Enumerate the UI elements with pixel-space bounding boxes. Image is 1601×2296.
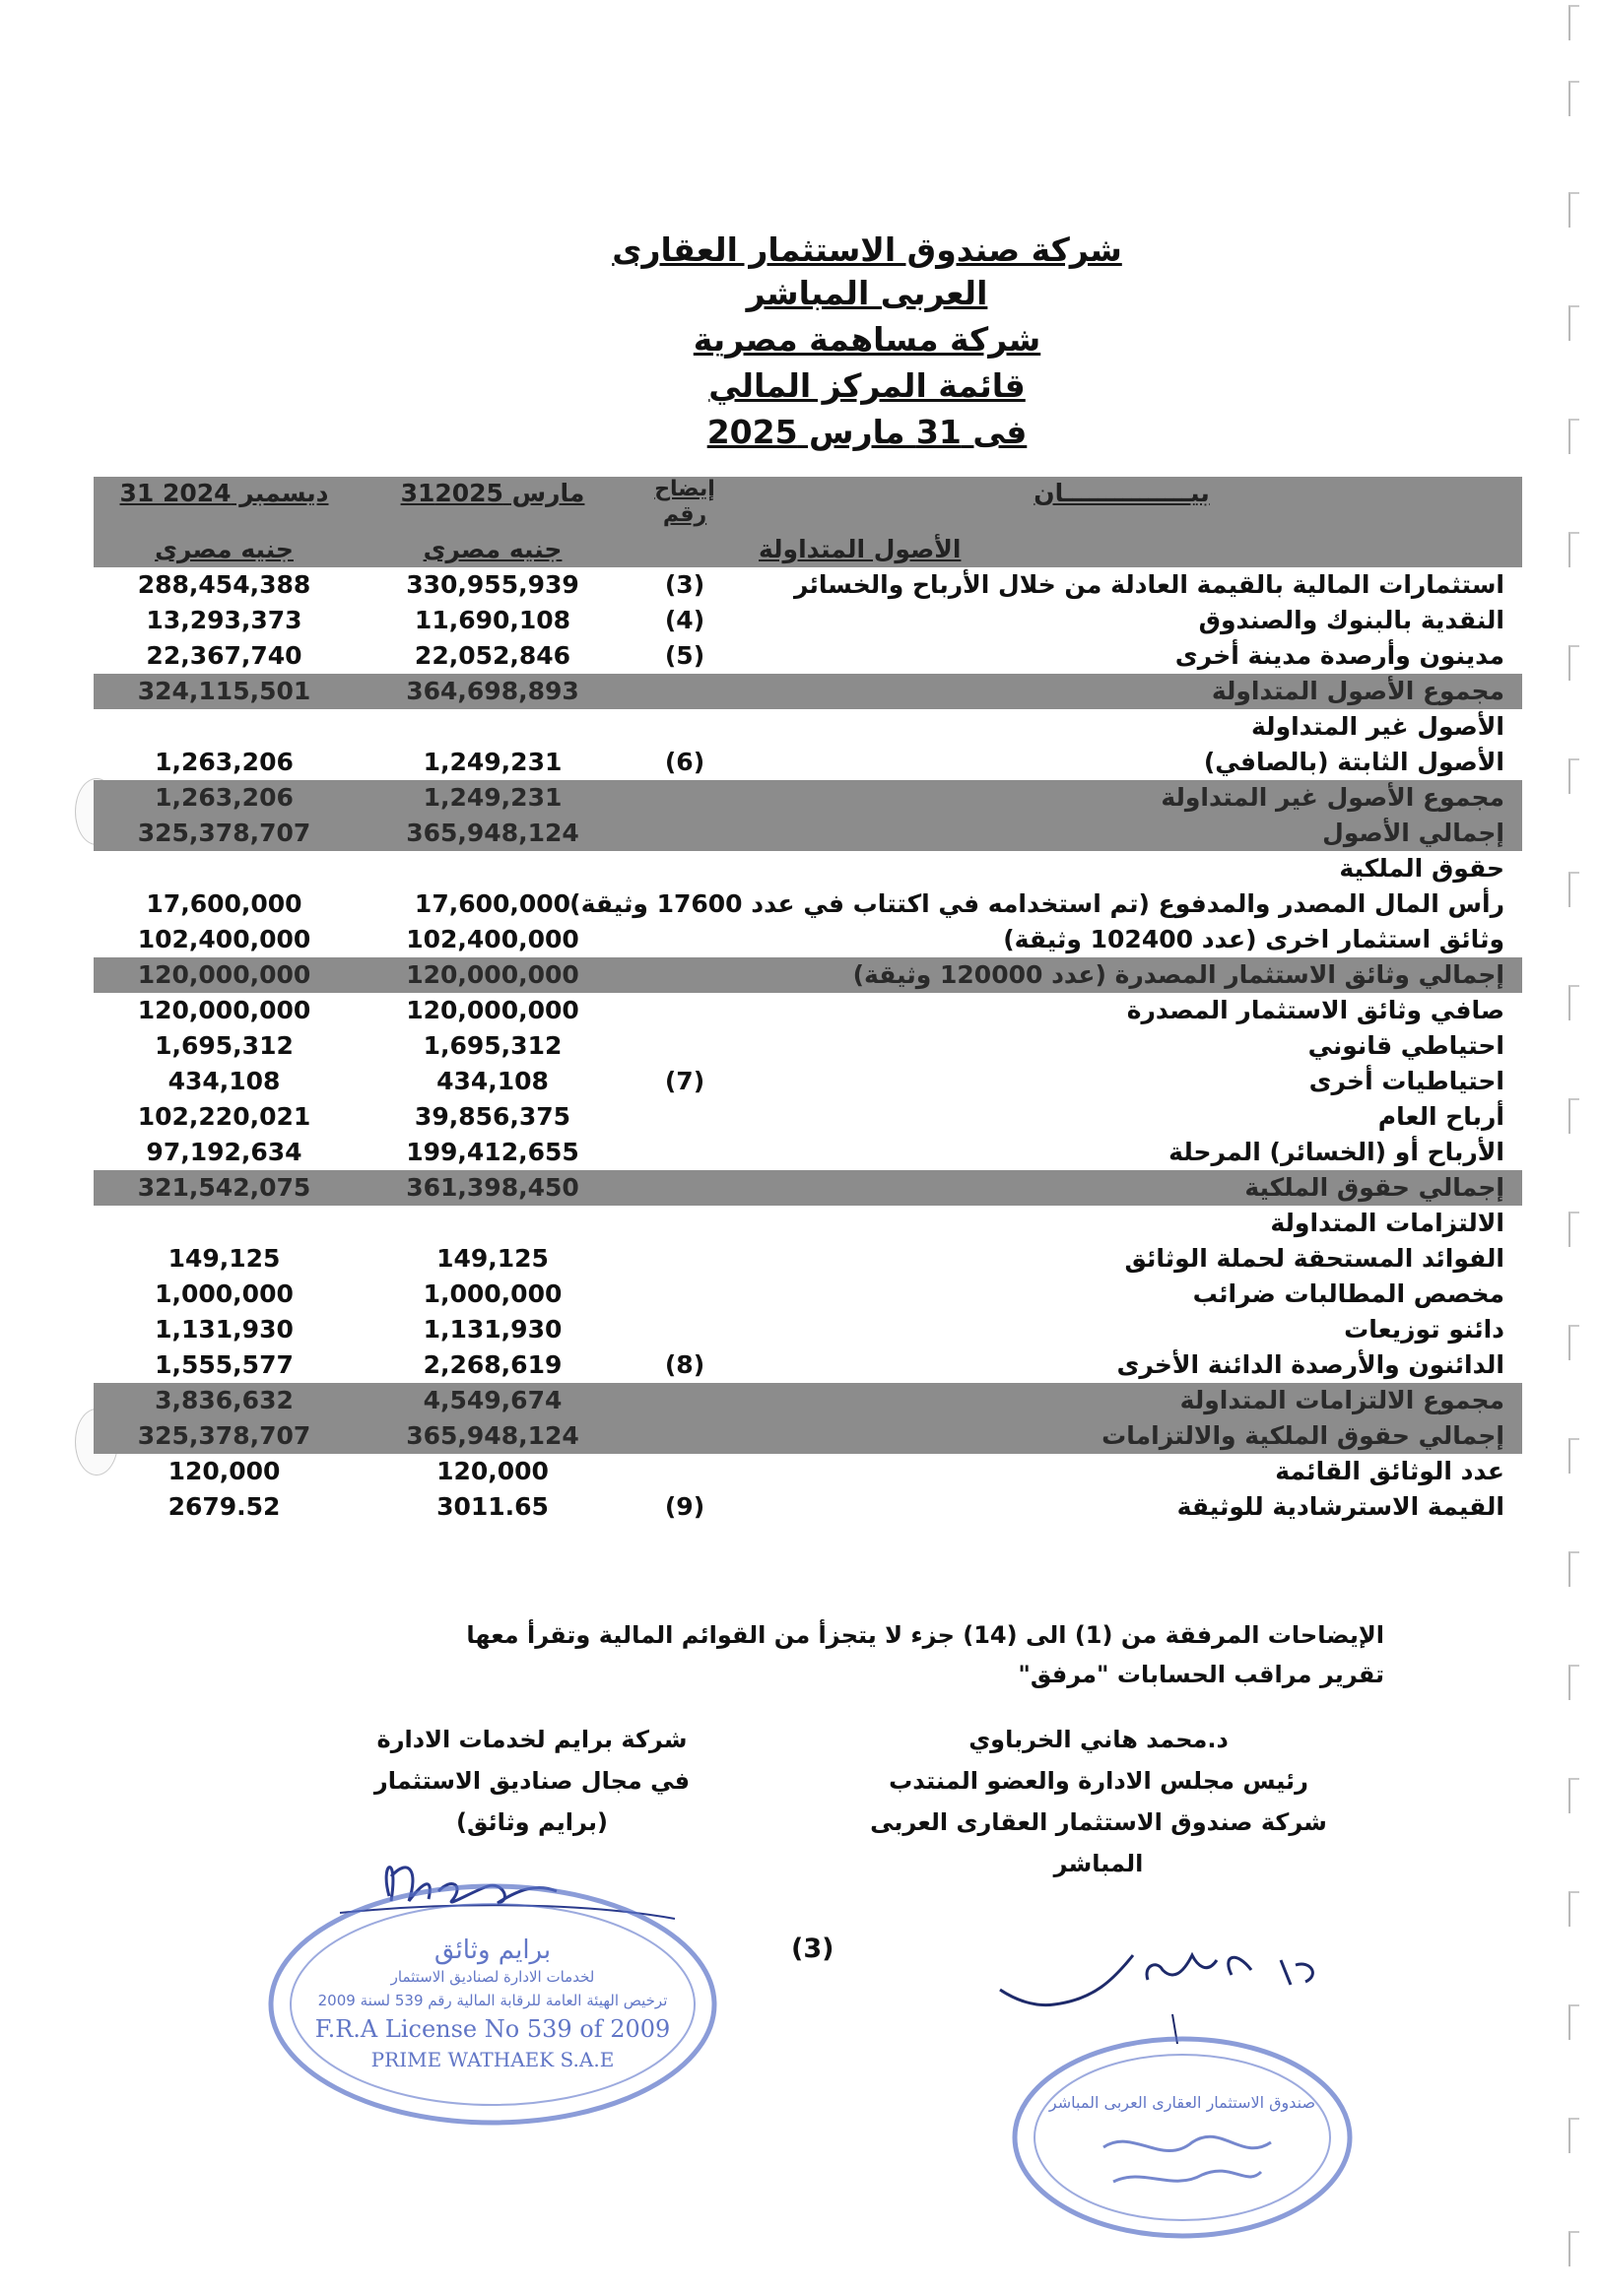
table-row <box>94 1241 1522 1277</box>
row-previous-value: 1,695,312 <box>155 1031 294 1060</box>
row-previous-value: 149,125 <box>167 1244 281 1273</box>
row-label: حقوق الملكية <box>1339 854 1504 883</box>
row-label: دائنو توزيعات <box>1344 1315 1504 1344</box>
binder-mark <box>1568 1551 1579 1587</box>
row-previous-value: 321,542,075 <box>94 1170 355 1206</box>
row-label: صافي وثائق الاستثمار المصدرة <box>1126 996 1504 1024</box>
row-note <box>631 709 739 745</box>
row-previous-value: 120,000,000 <box>94 957 355 993</box>
binder-mark <box>1568 1665 1579 1700</box>
row-current-value: 3011.65 <box>436 1492 549 1521</box>
table-row <box>94 1347 1522 1383</box>
row-note: (4) <box>664 606 705 634</box>
manager-line-1: شركة برايم لخدمات الادارة <box>376 1726 688 1753</box>
binder-mark <box>1568 1891 1579 1927</box>
row-previous-value: 1,555,577 <box>155 1350 294 1379</box>
row-current-value <box>355 709 631 745</box>
row-previous-value: 3,836,632 <box>94 1383 355 1418</box>
table-row <box>94 922 1522 957</box>
row-current-value: 330,955,939 <box>406 570 579 599</box>
row-previous-value: 17,600,000 <box>146 889 302 918</box>
row-note <box>631 851 739 886</box>
row-previous-value: 97,192,634 <box>146 1138 302 1166</box>
company-type: شركة مساهمة مصرية <box>693 320 1041 359</box>
row-current-value: 1,000,000 <box>423 1279 563 1308</box>
row-note <box>631 1383 739 1418</box>
row-label: مجموع الأصول غير المتداولة <box>739 780 1522 816</box>
statement-title: قائمة المركز المالي <box>708 366 1026 405</box>
row-previous-value: 120,000 <box>167 1457 281 1485</box>
stamp-line-ar3: ترخيص الهيئة العامة للرقابة المالية رقم 539 لسنة 2009 <box>317 1992 668 2009</box>
stamp-license: F.R.A License No 539 of 2009 <box>314 2015 671 2043</box>
notes-line-1: الإيضاحات المرفقة من (1) الى (14) جزء لا يتجزأ من القوائم المالية وتقرأ معها <box>466 1621 1384 1649</box>
row-current-value: 17,600,000 <box>414 889 571 918</box>
row-current-value <box>355 851 631 886</box>
row-note <box>631 922 739 957</box>
row-current-value: 1,249,231 <box>423 748 563 776</box>
row-note: (6) <box>664 748 705 776</box>
row-label: الأرباح أو (الخسائر) المرحلة <box>1168 1138 1504 1166</box>
binder-mark <box>1568 1778 1579 1813</box>
table-row <box>94 1028 1522 1064</box>
row-note <box>631 1312 739 1347</box>
row-note: (5) <box>664 641 705 670</box>
company-name: شركة صندوق الاستثمار العقارى العربى المباشر <box>612 230 1122 312</box>
table-row <box>94 851 1522 886</box>
table-total-row <box>94 1383 1522 1418</box>
row-previous-value: 325,378,707 <box>94 816 355 851</box>
row-note <box>631 674 739 709</box>
row-label: استثمارات المالية بالقيمة العادلة من خلال الأرباح والخسائر <box>793 570 1504 599</box>
row-label: مدينون وأرصدة مدينة أخرى <box>1174 641 1504 670</box>
row-label: النقدية بالبنوك والصندوق <box>1198 606 1504 634</box>
row-current-value: 22,052,846 <box>414 641 571 670</box>
manager-line-2: في مجال صناديق الاستثمار <box>373 1767 691 1795</box>
row-note <box>631 993 739 1028</box>
row-current-value <box>355 1206 631 1241</box>
row-current-value: 434,108 <box>436 1067 549 1095</box>
row-current-value: 1,695,312 <box>423 1031 563 1060</box>
binder-mark <box>1568 419 1579 454</box>
row-note <box>631 1028 739 1064</box>
row-note <box>631 1277 739 1312</box>
row-note <box>631 1135 739 1170</box>
column-header-current: 31مارس 2025 <box>355 477 631 532</box>
row-current-value: 11,690,108 <box>414 606 571 634</box>
table-row <box>94 886 1522 922</box>
binder-edge <box>1566 0 1579 2296</box>
row-previous-value: 102,400,000 <box>137 925 311 953</box>
row-label: مخصص المطالبات ضرائب <box>1192 1279 1504 1308</box>
row-current-value: 39,856,375 <box>414 1102 571 1131</box>
row-note <box>631 1099 739 1135</box>
statement-date: فى 31 مارس 2025 <box>706 413 1028 451</box>
row-note <box>631 816 739 851</box>
row-label: الأصول الثابتة (بالصافي) <box>1203 748 1504 776</box>
binder-mark <box>1568 872 1579 907</box>
row-current-value: 4,549,674 <box>355 1383 631 1418</box>
binder-mark <box>1568 305 1579 341</box>
chairman-signatory <box>823 1719 1374 1884</box>
manager-line-3: (برايم وثائق) <box>456 1808 608 1836</box>
empty-cell <box>631 532 739 567</box>
table-row <box>94 709 1522 745</box>
row-note: (8) <box>664 1350 705 1379</box>
row-label: مجموع الالتزامات المتداولة <box>739 1383 1522 1418</box>
row-previous-value: 1,131,930 <box>155 1315 294 1344</box>
row-label: مجموع الأصول المتداولة <box>739 674 1522 709</box>
row-previous-value: 22,367,740 <box>146 641 302 670</box>
row-note: (9) <box>664 1492 705 1521</box>
row-note <box>631 1170 739 1206</box>
fund-stamp <box>995 1921 1369 2246</box>
manager-signatory <box>355 1719 709 1843</box>
row-previous-value <box>94 1206 355 1241</box>
binder-mark <box>1568 985 1579 1020</box>
table-row <box>94 745 1522 780</box>
notes-line-2: تقرير مراقب الحسابات "مرفق" <box>1018 1661 1384 1688</box>
table-row <box>94 993 1522 1028</box>
binder-mark <box>1568 758 1579 794</box>
row-note <box>631 957 739 993</box>
row-current-value: 199,412,655 <box>406 1138 579 1166</box>
stamp-company-en: PRIME WATHAEK S.A.E <box>370 2048 615 2071</box>
binder-mark <box>1568 2118 1579 2153</box>
row-previous-value: 324,115,501 <box>94 674 355 709</box>
table-row <box>94 1099 1522 1135</box>
binder-mark <box>1568 1098 1579 1134</box>
table-row <box>94 603 1522 638</box>
stamp-line-ar2: لخدمات الادارة لصناديق الاستثمار <box>390 1968 595 1986</box>
row-current-value: 120,000 <box>436 1457 549 1485</box>
row-previous-value: 102,220,021 <box>137 1102 311 1131</box>
row-previous-value: 13,293,373 <box>146 606 302 634</box>
section-current-assets: الأصول المتداولة <box>739 532 1522 567</box>
row-label: الدائنون والأرصدة الدائنة الأخرى <box>1116 1350 1504 1379</box>
row-note <box>631 780 739 816</box>
row-label: رأس المال المصدر والمدفوع (تم استخدامه في اكتتاب في عدد 17600 وثيقة) <box>569 889 1504 918</box>
row-current-value: 149,125 <box>436 1244 549 1273</box>
row-label: إجمالي حقوق الملكية والالتزامات <box>739 1418 1522 1454</box>
binder-mark <box>1568 2004 1579 2040</box>
row-note <box>631 1206 739 1241</box>
row-note: (7) <box>664 1067 705 1095</box>
row-current-value: 102,400,000 <box>406 925 579 953</box>
row-label: احتياطي قانوني <box>1307 1031 1504 1060</box>
notes-reference <box>466 1615 1384 1694</box>
table-subheader-row <box>94 532 1522 567</box>
row-label: عدد الوثائق القائمة <box>1275 1457 1504 1485</box>
prime-wathaek-stamp <box>261 1842 724 2137</box>
binder-mark <box>1568 81 1579 116</box>
binder-mark <box>1568 2231 1579 2266</box>
row-current-value: 120,000,000 <box>355 957 631 993</box>
binder-mark <box>1568 1325 1579 1360</box>
row-label: إجمالي الأصول <box>739 816 1522 851</box>
table-total-row <box>94 1418 1522 1454</box>
column-header-previous: 31 ديسمبر 2024 <box>94 477 355 532</box>
binder-mark <box>1568 1438 1579 1474</box>
binder-mark <box>1568 645 1579 681</box>
row-label: احتياطيات أخرى <box>1308 1067 1504 1095</box>
column-header-label: بيـــــــــــــــان <box>739 477 1522 532</box>
row-label: إجمالي وثائق الاستثمار المصدرة (عدد 120000 وثيقة) <box>739 957 1522 993</box>
row-label: وثائق استثمار اخرى (عدد 102400 وثيقة) <box>1003 925 1504 953</box>
row-current-value: 361,398,450 <box>355 1170 631 1206</box>
row-current-value: 2,268,619 <box>423 1350 563 1379</box>
binder-mark <box>1568 1212 1579 1247</box>
row-label: إجمالي حقوق الملكية <box>739 1170 1522 1206</box>
row-current-value: 1,131,930 <box>423 1315 563 1344</box>
row-note: (3) <box>664 570 705 599</box>
row-note <box>631 1241 739 1277</box>
binder-mark <box>1568 5 1579 40</box>
row-previous-value: 2679.52 <box>167 1492 281 1521</box>
table-row <box>94 1277 1522 1312</box>
row-previous-value: 120,000,000 <box>137 996 311 1024</box>
column-header-note: إيضاح رقم <box>631 477 739 532</box>
row-note <box>631 1454 739 1489</box>
table-total-row <box>94 780 1522 816</box>
table-row <box>94 1312 1522 1347</box>
currency-previous: جنيه مصرى <box>94 532 355 567</box>
row-previous-value <box>94 851 355 886</box>
row-label: الأصول غير المتداولة <box>1251 712 1504 741</box>
table-total-row <box>94 957 1522 993</box>
chairman-title: رئيس مجلس الادارة والعضو المنتدب <box>889 1767 1308 1795</box>
table-row <box>94 1064 1522 1099</box>
row-previous-value: 1,263,206 <box>155 748 294 776</box>
document-header <box>591 229 1143 457</box>
row-current-value: 365,948,124 <box>355 816 631 851</box>
binder-mark <box>1568 192 1579 228</box>
page-number: (3) <box>791 1934 834 1964</box>
row-note <box>631 1418 739 1454</box>
row-label: القيمة الاسترشادية للوثيقة <box>1176 1492 1504 1521</box>
chairman-name: د.محمد هاني الخرباوي <box>968 1726 1229 1753</box>
table-row <box>94 1206 1522 1241</box>
table-row <box>94 1454 1522 1489</box>
table-total-row <box>94 674 1522 709</box>
row-current-value: 365,948,124 <box>355 1418 631 1454</box>
row-previous-value: 434,108 <box>167 1067 281 1095</box>
table-row <box>94 638 1522 674</box>
row-label: أرباح العام <box>1377 1102 1504 1131</box>
financial-position-table <box>94 477 1522 1525</box>
table-header-row <box>94 477 1522 532</box>
row-current-value: 1,249,231 <box>355 780 631 816</box>
table-row <box>94 1135 1522 1170</box>
fund-stamp-text: صندوق الاستثمار العقارى العربى المباشر <box>1048 2093 1316 2112</box>
binder-mark <box>1568 532 1579 567</box>
row-current-value: 120,000,000 <box>406 996 579 1024</box>
row-label: الالتزامات المتداولة <box>1270 1209 1504 1237</box>
table-total-row <box>94 816 1522 851</box>
table-row <box>94 567 1522 603</box>
row-previous-value: 1,000,000 <box>155 1279 294 1308</box>
row-previous-value: 288,454,388 <box>137 570 311 599</box>
row-label: الفوائد المستحقة لحملة الوثائق <box>1124 1244 1504 1273</box>
row-current-value: 364,698,893 <box>355 674 631 709</box>
table-row <box>94 1489 1522 1525</box>
currency-current: جنيه مصرى <box>355 532 631 567</box>
table-total-row <box>94 1170 1522 1206</box>
row-previous-value: 325,378,707 <box>94 1418 355 1454</box>
chairman-company: شركة صندوق الاستثمار العقارى العربى المباشر <box>870 1808 1327 1877</box>
stamp-name-ar: برايم وثائق <box>434 1935 552 1965</box>
row-previous-value: 1,263,206 <box>94 780 355 816</box>
row-previous-value <box>94 709 355 745</box>
